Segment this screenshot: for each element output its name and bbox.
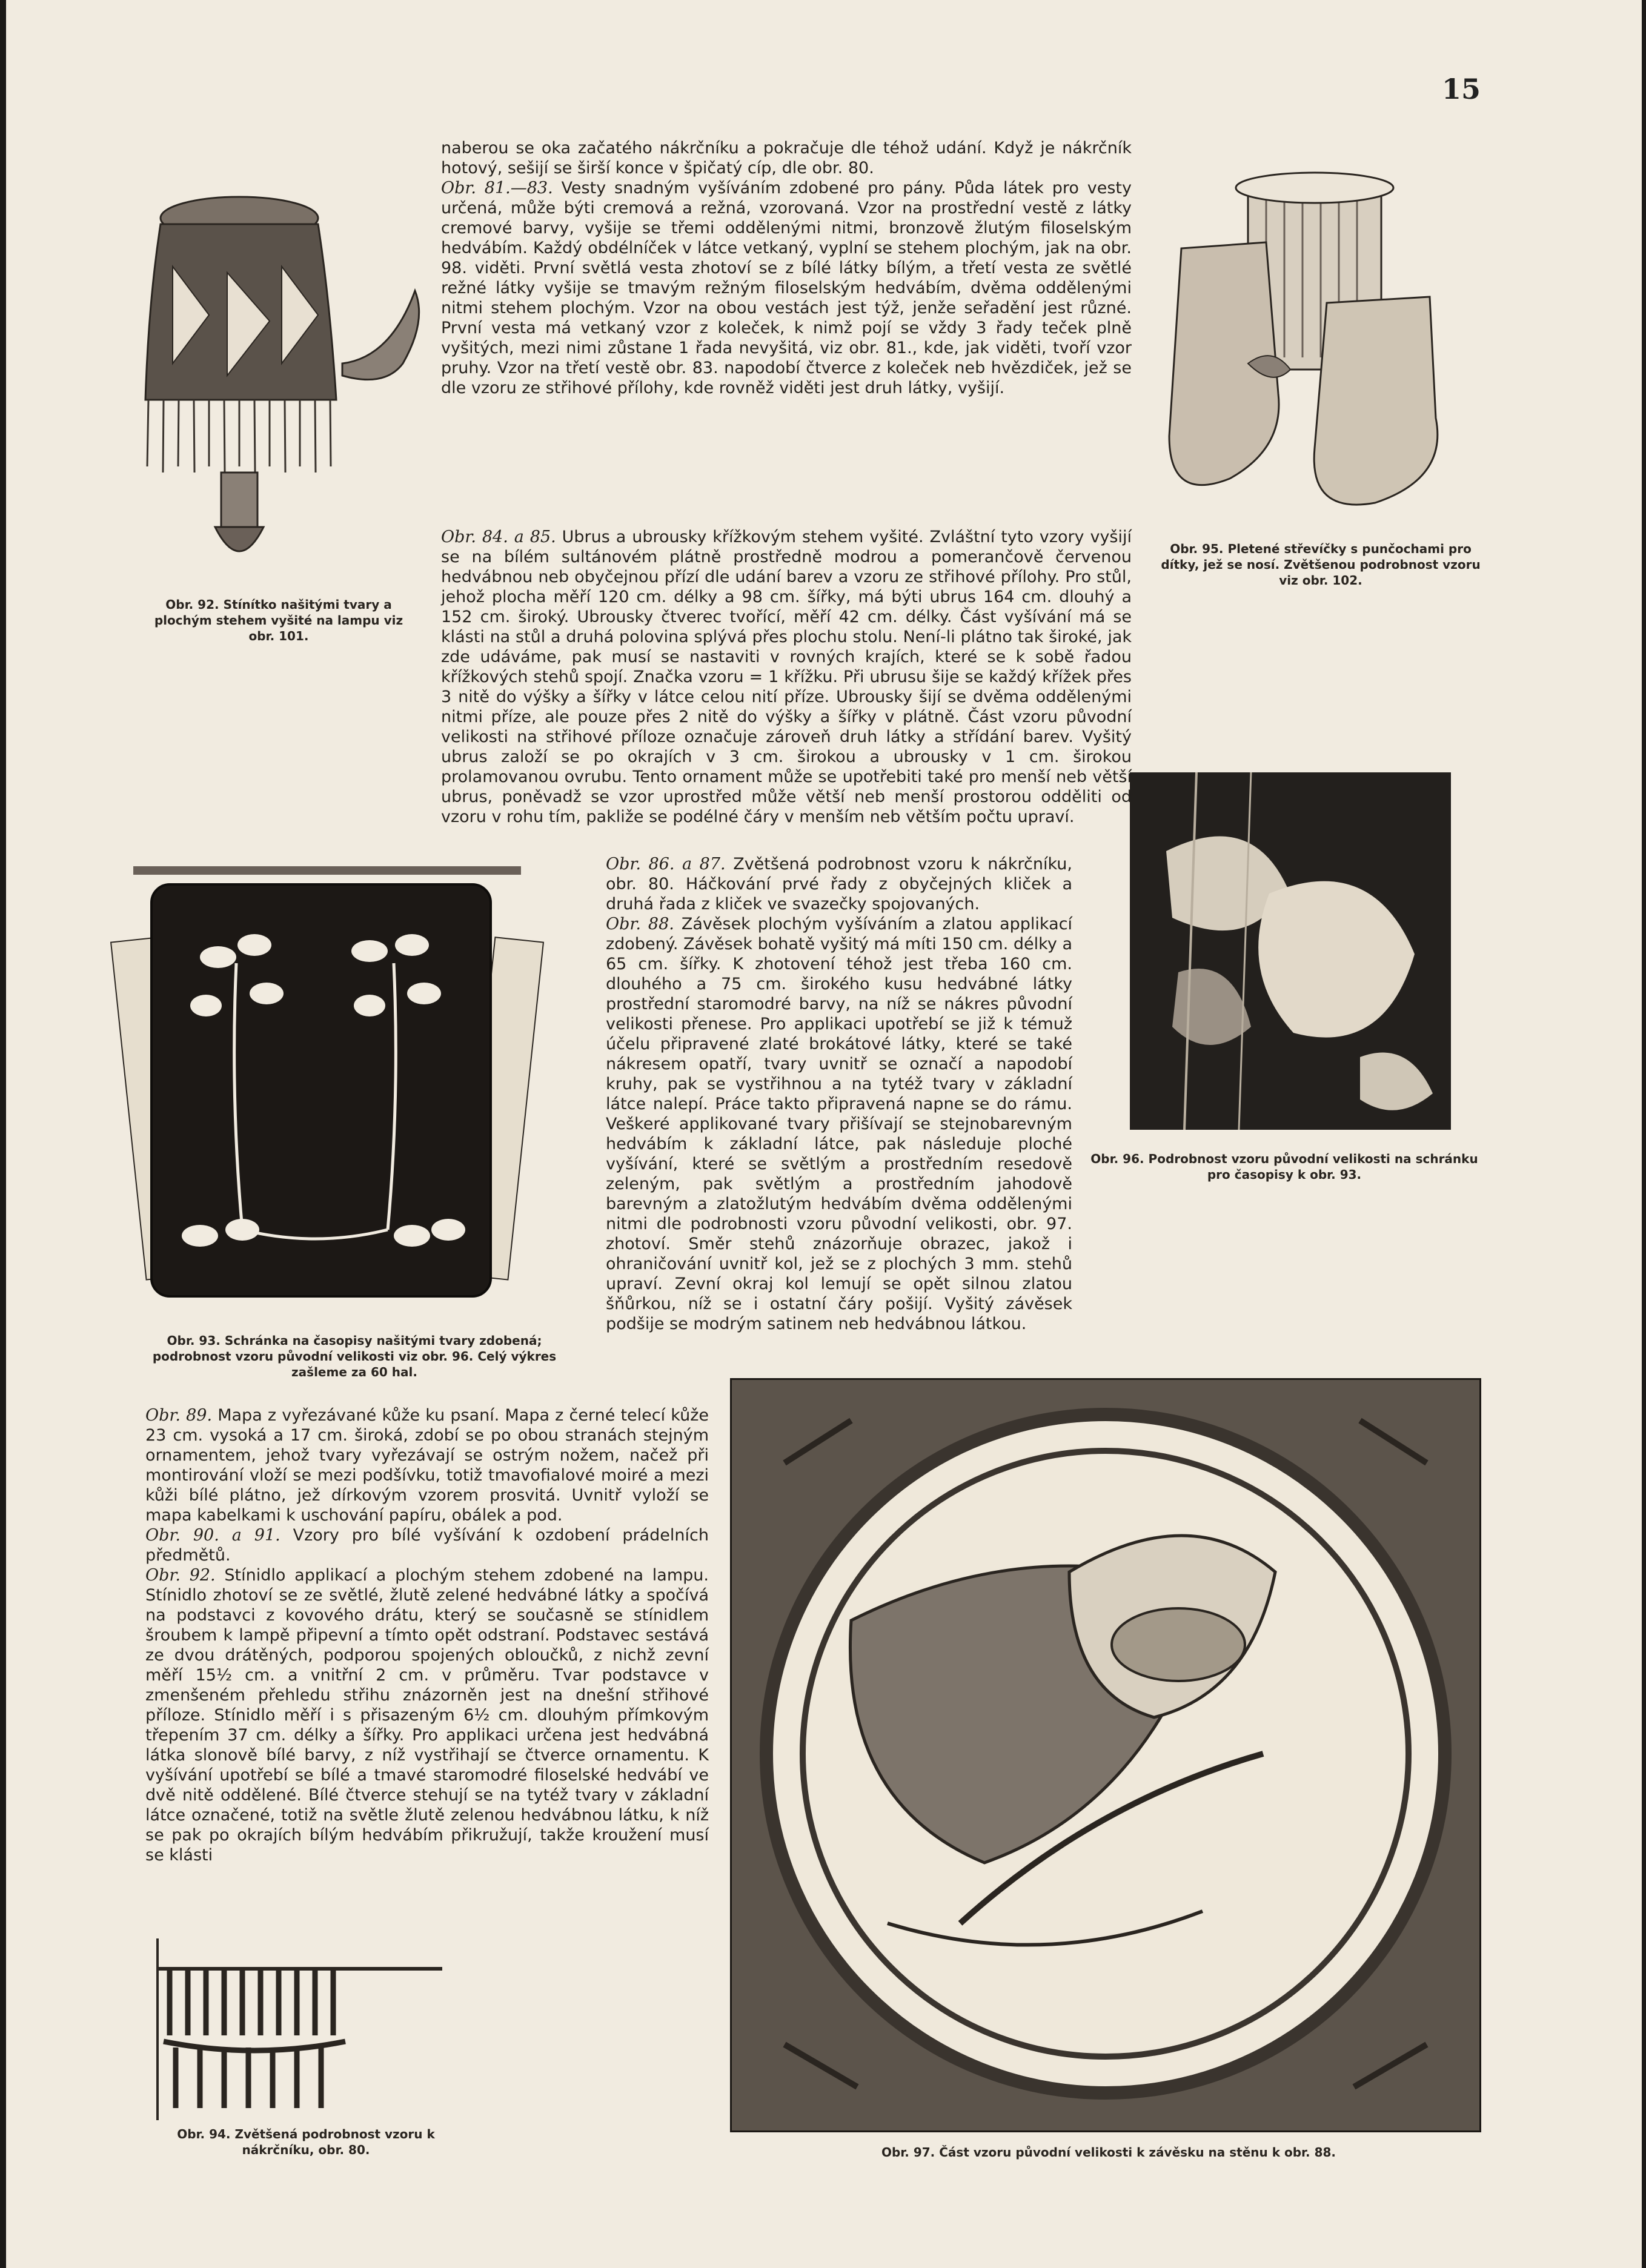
ref-81-83: Obr. 81.—83. <box>441 179 553 197</box>
wall-hanging-illustration <box>730 1378 1481 2132</box>
paragraph-3: Obr. 84. a 85. Ubrus a ubrousky křížkovým stehem vyšité. Zvláštní tyto vzory vyšijí se na bílém sultánovém plátně prostředně modrou a pomerančově červenou hedvábnou neb obyčejnou přízí dle udání barev a vzoru ze střihové přílohy. Pro stůl, jehož plocha měří 120 cm. délky a 98 cm. šířky, má býti ubrus 164 cm. dlouhý a 152 cm. široký. Ubrousky čtverec tvořící, měří 42 cm. délky. Část vyšívání má se klásti na stůl a druhá polovina splývá přes plochu stolu. Není-li plátno tak široké, jak zde udáváme, pak musí se nastaviti v rovných krajích, které se k sobě řadou křížkových stehů spojí. Značka vzoru = 1 křížku. Při ubrusu šije se každý křížek přes 3 nitě do výšky a šířky v látce celou nití příze. Ubrousky šijí se dvěma oddělenými nitmi příze, ale pouze přes 2 nitě do výšky a šířky v plátně. Část vzoru původní velikosti na střihové příloze označuje zároveň druh látky a střídání barev. Vyšitý ubrus založí se po okrajích v 3 cm. širokou a ubrousky v 1 cm. širokou prolamovanou ovrubu. Tento ornament může se upotřebiti také pro menší neb větší ubrus, poněvadž se vzor uprostřed může větší neb menší prostorou odděliti od vzoru v rohu tím, pakliže se podélné čáry v menším neb větším počtu upraví. <box>441 528 1132 826</box>
paragraph-2: Obr. 81.—83. Vesty snadným vyšíváním zdobené pro pány. Půda látek pro vesty určená, může býti cremová a režná, vzorovaná. Vzor na prostřední vestě z látky cremové barvy, vyšije se třemi oddělenými nitmi, bronzově žlutým filoselským hedvábím. Každý obdélníček v látce vetkaný, vyplní se stehem plochým, jak na obr. 98. viděti. První světlá vesta zhotoví se z bílé látky bílým, a třetí vesta ze světlé režné látky vyšije se tmavým režným filoselským hedvábím, dvěma oddělenými nitmi stehem plochým. Vzor na obou vestách jest týž, jenže seřadění jest různé. První vesta má vetkaný vzor z koleček, k nimž pojí se vždy 3 řady teček plně vyšitých, mezi nimi zůstane 1 řada nevyšitá, viz obr. 81., kde, jak viděti, tvoří vzor pruhy. Vzor na třetí vestě obr. 83. napodobí čtverce z koleček neb hvězdiček, jež se dle vzoru ze střihové přílohy, kde rovněž viděti jest druh látky, vyšijí. <box>441 179 1132 397</box>
paragraph-7: Obr. 90. a 91. Vzory pro bílé vyšívání k ozdobení prádelních předmětů. <box>145 1526 709 1565</box>
figure-97-wall-hanging-detail <box>730 1378 1481 2132</box>
ref-90-91: Obr. 90. a 91. <box>145 1526 280 1545</box>
ref-84-85: Obr. 84. a 85. <box>441 528 556 546</box>
caption-fig94: Obr. 94. Zvětšená podrobnost vzoru k nákrčníku, obr. 80. <box>177 2127 435 2157</box>
magazine-holder-illustration <box>109 854 545 1321</box>
caption-fig96: Obr. 96. Podrobnost vzoru původní velikosti na schránku pro časopisy k obr. 93. <box>1090 1152 1478 1182</box>
ref-88: Obr. 88. <box>606 915 674 933</box>
text-block-cross-stitch <box>441 527 1132 827</box>
caption-fig93: Obr. 93. Schránka na časopisy našitými tvary zdobená; podrobnost vzoru původní velikosti viz obr. 96. Celý výkres zašleme za 60 hal. <box>152 1333 557 1379</box>
lamp-shade-illustration <box>136 182 439 594</box>
caption-fig97: Obr. 97. Část vzoru původní velikosti k závěsku na stěnu k obr. 88. <box>881 2145 1336 2160</box>
text-block-top <box>441 138 1132 398</box>
pattern-detail-illustration <box>1130 772 1451 1130</box>
figure-93-magazine-holder <box>109 854 545 1321</box>
paragraph-5: Obr. 88. Závěsek plochým vyšíváním a zlatou applikací zdobený. Závěsek bohatě vyšitý má míti 150 cm. délky a 65 cm. šířky. K zhotovení téhož jest třeba 160 cm. dlouhého a 75 cm. širokého kusu hedvábné látky prostřední staromodré barvy, na níž se nákres původní velikosti přenese. Pro applikaci upotřebí se již k témuž účelu připravené zlaté brokátové látky, které se také nákresem opatří, tvary uvnitř se označí a napodobí kruhy, pak se vystřihnou a na tytéž tvary v základní látce nalepí. Práce takto připravená napne se do rámu. Veškeré applikované tvary přišívají se stejnobarevným hedvábím k základní látce, pak následuje ploché vyšívání, které se světlým a prostředním resedově zeleným, pak světlým a prostředním jahodově barevným a zlatožlutým hedvábím dvěma oddělenými nitmi dle podrobnosti vzoru původní velikosti, obr. 97. zhotoví. Směr stehů znázorňuje obrazec, jakož i ohraničování uvnitř kol, jež se z plochých 3 mm. stehů upraví. Zevní okraj kol lemují se opět silnou zlatou šňůrkou, níž se i ostatní čáry pošijí. Vyšitý závěsek podšije se modrým satinem neb hedvábnou látkou. <box>606 915 1072 1333</box>
ref-92: Obr. 92. <box>145 1566 216 1585</box>
magazine-page <box>6 0 1642 2268</box>
booties-illustration <box>1145 164 1484 527</box>
paragraph-1: naberou se oka začatého nákrčníku a pokračuje dle téhož udání. Když je nákrčník hotový, sešijí se širší konce v špičatý cíp, dle obr. 80. <box>441 139 1132 177</box>
paragraph-6: Obr. 89. Mapa z vyřezávané kůže ku psaní. Mapa z černé telecí kůže 23 cm. vysoká a 17 cm. široká, zdobí se po obou stranách stejným ornamentem, jehož tvary vyřezávají se ostrým nožem, načež při montirování vloží se mezi podšívku, totiž tmavofialové moiré a mezi kůži bílé plátno, jež dírkovým vzorem prosvitá. Uvnitř vyloží se mapa kabelkami k uschování papíru, obálek a pod. <box>145 1406 709 1525</box>
figure-96-pattern-detail <box>1130 772 1451 1130</box>
caption-fig92: Obr. 92. Stínítko našitými tvary a plochým stehem vyšité na lampu viz obr. 101. <box>154 597 403 643</box>
text-block-right-column <box>606 854 1072 1334</box>
ref-86-87: Obr. 86. a 87. <box>606 855 726 874</box>
figure-92-lamp-shade <box>136 182 439 594</box>
ref-89: Obr. 89. <box>145 1406 213 1425</box>
page-number: 15 <box>1442 73 1481 105</box>
figure-94-crochet-detail <box>139 1938 442 2120</box>
text-block-left-column <box>145 1405 709 1865</box>
caption-fig95: Obr. 95. Pletené střevíčky s punčochami pro dítky, jež se nosí. Zvětšenou podrobnost vzoru viz obr. 102. <box>1161 542 1481 588</box>
figure-95-booties <box>1145 164 1484 527</box>
crochet-detail-illustration <box>139 1938 442 2120</box>
paragraph-4: Obr. 86. a 87. Zvětšená podrobnost vzoru k nákrčníku, obr. 80. Háčkování prvé řady z obyčejných kliček a druhá řada z kliček ve svazečky spojovaných. <box>606 855 1072 913</box>
paragraph-8: Obr. 92. Stínidlo applikací a plochým stehem zdobené na lampu. Stínidlo zhotoví se ze světlé, žlutě zelené hedvábné látky a spočívá na podstavci z kovového drátu, který se současně se stínidlem šroubem k lampě připevní a tímto opět odstraní. Podstavec sestává ze dvou drátěných, podporou spojených obloučků, z nichž zevní měří 15½ cm. a vnitřní 2 cm. v průměru. Tvar podstavce v zmenšeném přehledu střihu znázorněn jest na dnešní střihové příloze. Stínidlo měří i s přisazeným 6½ cm. dlouhým přímkovým třepením 37 cm. délky a šířky. Pro applikaci určena jest hedvábná látka slonově bílé barvy, z níž vystřihají se čtverce ornamentu. K vyšívání upotřebí se bílé a tmavé staromodré filoselské hedvábí ve dvě nitě oddělené. Bílé čtverce stehují se na tytéž tvary v základní látce označené, totiž na světle žlutě zelenou hedvábnou látku, k níž se pak po okrajích bílým hedvábím přikružují, takže kroužení musí se klásti <box>145 1566 709 1865</box>
